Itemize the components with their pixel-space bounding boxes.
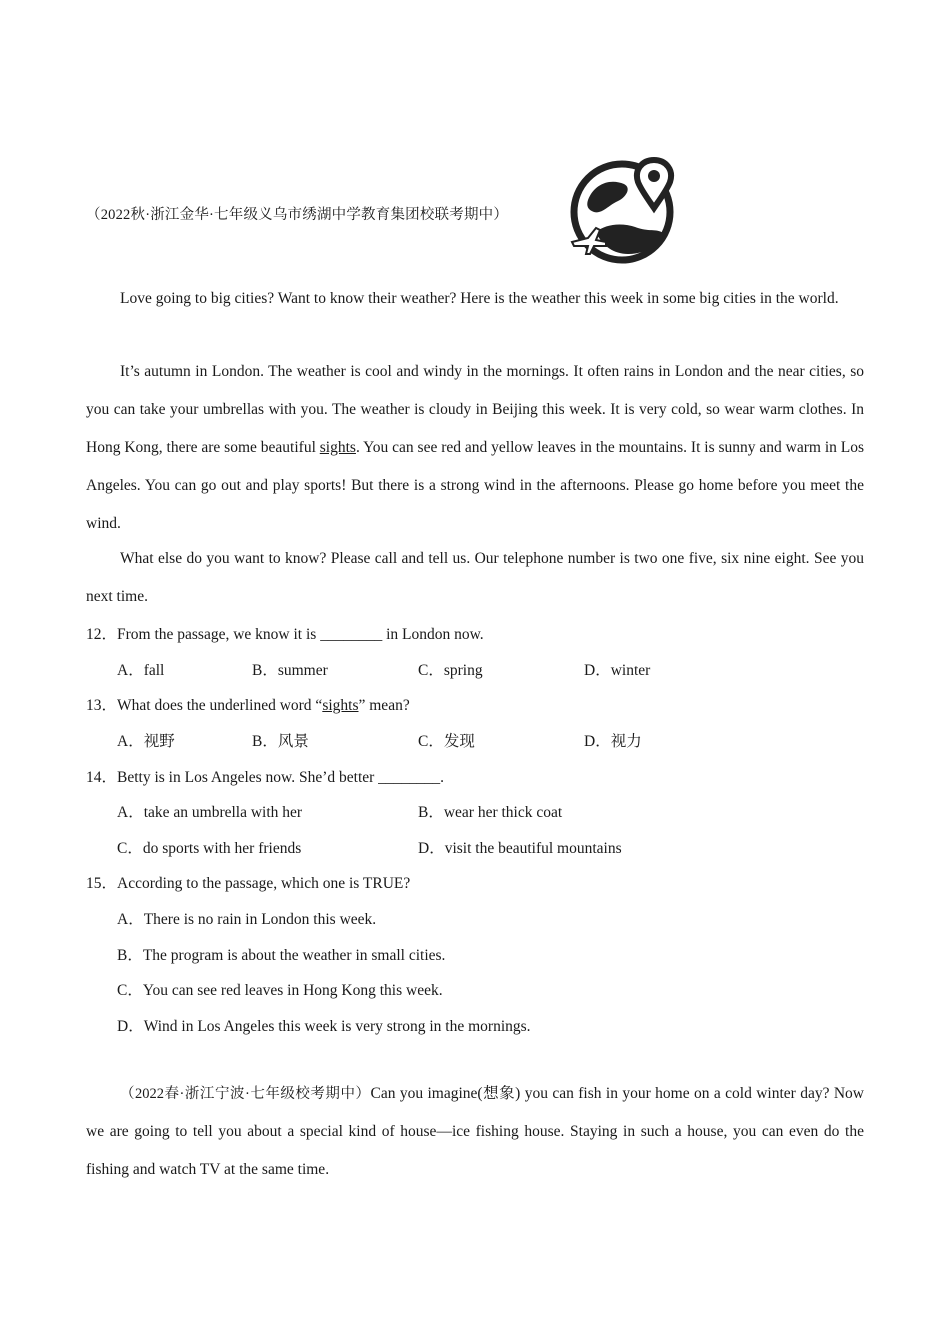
question-14-option-a[interactable]: A．take an umbrella with her <box>117 804 303 821</box>
question-15-option-d[interactable]: D．Wind in Los Angeles this week is very strong in the mornings. <box>117 1018 531 1035</box>
question-12-stem: 12．From the passage, we know it is ________ in London now. <box>86 626 484 643</box>
question-15-option-b[interactable]: B．The program is about the weather in small cities. <box>117 947 446 964</box>
question-12-option-d[interactable]: D．winter <box>584 662 651 679</box>
question-14-stem: 14．Betty is in Los Angeles now. She’d better ________. <box>86 769 445 786</box>
question-14-option-b[interactable]: B．wear her thick coat <box>418 804 563 821</box>
passage1-paragraph-3: What else do you want to know? Please call and tell us. Our telephone number is two one five, six nine eight. See you next time. <box>86 550 864 605</box>
passage1-source: （2022秋·浙江金华·七年级义乌市绣湖中学教育集团校联考期中） <box>86 207 509 223</box>
question-13-option-d[interactable]: D．视力 <box>584 733 642 750</box>
passage1-paragraph-1: Love going to big cities? Want to know their weather? Here is the weather this week in some big cities in the world. <box>120 290 839 307</box>
question-14-option-d[interactable]: D．visit the beautiful mountains <box>418 840 622 857</box>
question-12-option-c[interactable]: C．spring <box>418 662 483 679</box>
underlined-word-sights: sights <box>319 439 356 456</box>
question-13-option-a[interactable]: A．视野 <box>117 733 175 750</box>
globe-location-icon <box>566 150 684 268</box>
question-15-stem: 15．According to the passage, which one is TRUE? <box>86 875 411 892</box>
paragraph-2-text-end: . You can see red and yellow leaves in the mountains. It is sunny and warm in Los Angeles. You can go out and play sports! But there is a strong wind in the afternoons. Please go home before you meet the wind. <box>86 439 865 532</box>
passage2-paragraph <box>86 1075 864 1189</box>
passage2-source: （2022春·浙江宁波·七年级校考期中） <box>120 1086 371 1102</box>
question-13-text-start: 13．What does the underlined word “ <box>86 697 323 714</box>
question-12-option-a[interactable]: A．fall <box>117 662 165 679</box>
question-13-text-end: ” mean? <box>358 697 410 714</box>
question-13-stem <box>86 693 410 715</box>
paragraph-2-text-start: It’s autumn in London. The weather is cool and windy in the mornings. It often rains in London and the near cities, so you can take your umbrellas with you. The weather is cloudy in Beijing this week. It is very cold, so wear warm clothes. In Hong Kong, there are some beautiful <box>86 363 864 456</box>
question-15-option-c[interactable]: C．You can see red leaves in Hong Kong this week. <box>117 982 443 999</box>
question-14-option-c[interactable]: C．do sports with her friends <box>117 840 302 857</box>
question-12-option-b[interactable]: B．summer <box>252 662 328 679</box>
question-13-option-b[interactable]: B．风景 <box>252 733 309 750</box>
passage2-text: Can you imagine(想象) you can fish in your home on a cold winter day? Now we are going to tell you about a special kind of house—ice fishing house. Staying in such a house, you can even do the fishing and watch TV at the same time. <box>86 1085 864 1178</box>
question-15-option-a[interactable]: A．There is no rain in London this week. <box>117 911 377 928</box>
passage1-paragraph-2 <box>86 353 864 543</box>
question-13-underlined-word: sights <box>322 697 359 714</box>
question-13-option-c[interactable]: C．发现 <box>418 733 475 750</box>
